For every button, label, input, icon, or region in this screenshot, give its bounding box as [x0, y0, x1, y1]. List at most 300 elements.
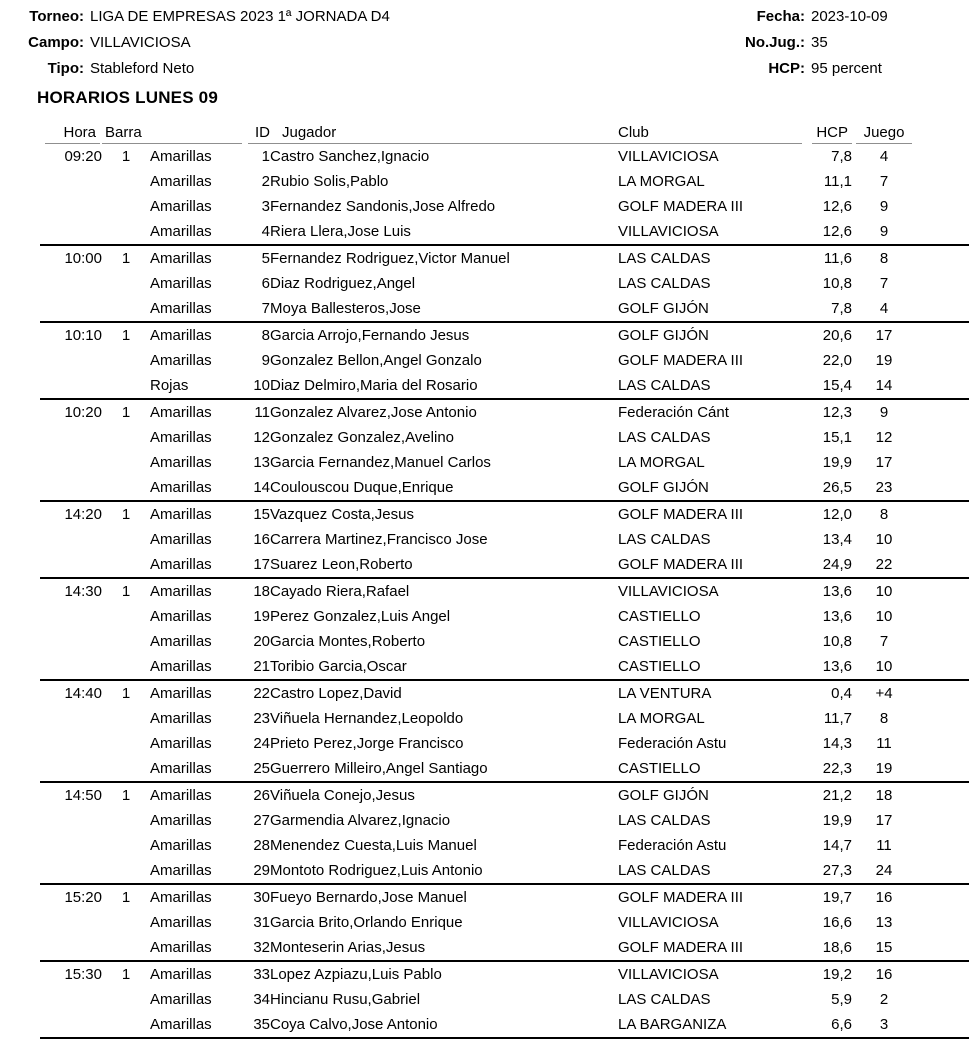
cell-juego: 13 [875, 914, 893, 931]
cell-jugador: Viñuela Conejo,Jesus [270, 787, 415, 804]
cell-barra [102, 169, 150, 194]
cell-spacer [916, 450, 969, 475]
cell-color: Amarillas [150, 275, 212, 292]
report-header [0, 0, 973, 77]
cell-hcp: 5,9 [831, 991, 852, 1008]
cell-barra: 1 [121, 787, 131, 804]
cell-juego: 8 [879, 710, 889, 727]
cell-club: GOLF MADERA III [618, 889, 744, 906]
cell-club: VILLAVICIOSA [618, 914, 719, 931]
section-title: HORARIOS LUNES 09 [37, 88, 218, 107]
cell-jugador: Diaz Rodriguez,Angel [270, 275, 416, 292]
cell-jugador: Vazquez Costa,Jesus [270, 506, 414, 523]
cell-hcp: 10,8 [822, 275, 852, 292]
table-row [40, 348, 969, 373]
cell-color: Amarillas [150, 531, 212, 548]
cell-barra [102, 731, 150, 756]
cell-juego: 23 [875, 479, 893, 496]
time-group [40, 501, 969, 578]
table-row [40, 706, 969, 731]
cell-juego: 3 [879, 1016, 889, 1033]
cell-color: Amarillas [150, 300, 212, 317]
cell-hora [40, 858, 102, 884]
cell-barra [102, 194, 150, 219]
cell-juego: 16 [875, 966, 893, 983]
torneo-value: LIGA DE EMPRESAS 2023 1ª JORNADA D4 [90, 8, 390, 25]
cell-club: LAS CALDAS [618, 429, 711, 446]
tipo-value: Stableford Neto [90, 60, 195, 77]
cell-club: GOLF MADERA III [618, 506, 744, 523]
cell-hcp: 27,3 [822, 862, 852, 879]
cell-barra [102, 987, 150, 1012]
cell-color: Amarillas [150, 583, 212, 600]
cell-spacer [916, 475, 969, 501]
table-row [40, 935, 969, 961]
cell-club: VILLAVICIOSA [618, 966, 719, 983]
cell-color: Amarillas [150, 939, 212, 956]
time-group [40, 884, 969, 961]
campo-label: Campo: [28, 34, 84, 51]
cell-barra: 1 [121, 583, 131, 600]
cell-juego: 10 [875, 531, 893, 548]
cell-barra [102, 296, 150, 322]
cell-id: 9 [261, 352, 270, 369]
cell-color: Amarillas [150, 454, 212, 471]
cell-jugador: Toribio Garcia,Oscar [270, 658, 407, 675]
cell-spacer [916, 756, 969, 782]
cell-club: LA MORGAL [618, 710, 705, 727]
cell-id: 10 [253, 377, 270, 394]
cell-spacer [916, 322, 969, 348]
table-row [40, 450, 969, 475]
cell-hora [40, 475, 102, 501]
cell-club: GOLF GIJÓN [618, 479, 709, 496]
cell-color: Amarillas [150, 862, 212, 879]
cell-barra [102, 910, 150, 935]
cell-juego: 14 [875, 377, 893, 394]
cell-juego: 12 [875, 429, 893, 446]
table-row [40, 731, 969, 756]
table-row [40, 219, 969, 245]
cell-spacer [916, 527, 969, 552]
column-header-juego [852, 122, 916, 144]
cell-color: Rojas [150, 377, 189, 394]
cell-spacer [916, 552, 969, 578]
cell-juego: 4 [879, 300, 889, 317]
cell-jugador: Fueyo Bernardo,Jose Manuel [270, 889, 467, 906]
cell-hcp: 12,3 [822, 404, 852, 421]
tipo-label: Tipo: [47, 60, 84, 77]
cell-barra [102, 1012, 150, 1038]
hcp-label: HCP: [768, 60, 805, 77]
cell-club: CASTIELLO [618, 608, 701, 625]
cell-hora [40, 731, 102, 756]
cell-jugador: Suarez Leon,Roberto [270, 556, 413, 573]
cell-juego: 10 [875, 608, 893, 625]
cell-color: Amarillas [150, 991, 212, 1008]
cell-hcp: 12,6 [822, 223, 852, 240]
cell-barra [102, 833, 150, 858]
cell-spacer [916, 961, 969, 987]
cell-id: 34 [253, 991, 270, 1008]
cell-barra [102, 654, 150, 680]
cell-barra [102, 552, 150, 578]
cell-hcp: 22,3 [822, 760, 852, 777]
cell-color: Amarillas [150, 556, 212, 573]
cell-jugador: Garcia Montes,Roberto [270, 633, 426, 650]
cell-spacer [916, 578, 969, 604]
cell-id: 14 [253, 479, 270, 496]
cell-club: LAS CALDAS [618, 812, 711, 829]
cell-id: 16 [253, 531, 270, 548]
cell-barra [102, 271, 150, 296]
cell-hora: 15:30 [64, 966, 102, 983]
table-row [40, 654, 969, 680]
cell-id: 20 [253, 633, 270, 650]
cell-color: Amarillas [150, 198, 212, 215]
table-row [40, 399, 969, 425]
fecha-value: 2023-10-09 [811, 8, 888, 25]
cell-id: 8 [261, 327, 270, 344]
cell-hora: 14:20 [64, 506, 102, 523]
cell-club: VILLAVICIOSA [618, 148, 719, 165]
cell-jugador: Coulouscou Duque,Enrique [270, 479, 454, 496]
cell-club: Federación Astu [618, 837, 727, 854]
cell-barra: 1 [121, 250, 131, 267]
column-header-hora [40, 122, 102, 144]
cell-spacer [916, 348, 969, 373]
cell-spacer [916, 833, 969, 858]
cell-club: CASTIELLO [618, 658, 701, 675]
hcp-value: 95 percent [811, 60, 882, 77]
cell-jugador: Castro Sanchez,Ignacio [270, 148, 430, 165]
cell-hcp: 12,0 [822, 506, 852, 523]
cell-club: GOLF MADERA III [618, 556, 744, 573]
cell-hcp: 10,8 [822, 633, 852, 650]
cell-club: LAS CALDAS [618, 250, 711, 267]
cell-club: LA MORGAL [618, 173, 705, 190]
cell-hora [40, 552, 102, 578]
meta-row-3 [0, 60, 965, 77]
cell-hora [40, 604, 102, 629]
table-row [40, 629, 969, 654]
cell-spacer [916, 245, 969, 271]
cell-club: CASTIELLO [618, 633, 701, 650]
column-header-barra [102, 122, 248, 144]
cell-hcp: 22,0 [822, 352, 852, 369]
cell-hora [40, 1012, 102, 1038]
torneo-label: Torneo: [29, 8, 84, 25]
meta-row-1 [0, 8, 965, 25]
cell-juego: +4 [875, 685, 893, 702]
cell-hora: 14:40 [64, 685, 102, 702]
cell-hora [40, 348, 102, 373]
cell-hcp: 15,4 [822, 377, 852, 394]
cell-hcp: 19,9 [822, 812, 852, 829]
cell-id: 13 [253, 454, 270, 471]
cell-hcp: 11,6 [823, 250, 852, 267]
cell-id: 7 [261, 300, 270, 317]
cell-club: Federación Astu [618, 735, 727, 752]
table-row [40, 756, 969, 782]
cell-juego: 7 [879, 173, 889, 190]
table-row [40, 910, 969, 935]
table-row [40, 245, 969, 271]
cell-color: Amarillas [150, 837, 212, 854]
column-header-club [618, 122, 810, 144]
cell-juego: 4 [879, 148, 889, 165]
cell-jugador: Gonzalez Gonzalez,Avelino [270, 429, 454, 446]
id-header-label: ID [255, 124, 270, 141]
cell-id: 32 [253, 939, 270, 956]
time-group [40, 144, 969, 245]
cell-color: Amarillas [150, 658, 212, 675]
cell-hora [40, 271, 102, 296]
cell-spacer [916, 219, 969, 245]
cell-spacer [916, 399, 969, 425]
cell-juego: 11 [876, 735, 892, 752]
cell-juego: 24 [875, 862, 893, 879]
cell-spacer [916, 425, 969, 450]
cell-id: 11 [254, 404, 270, 421]
cell-club: GOLF GIJÓN [618, 300, 709, 317]
cell-jugador: Fernandez Rodriguez,Victor Manuel [270, 250, 510, 267]
cell-hcp: 20,6 [822, 327, 852, 344]
cell-hcp: 19,2 [822, 966, 852, 983]
cell-hora: 10:00 [64, 250, 102, 267]
cell-club: CASTIELLO [618, 760, 701, 777]
cell-jugador: Hincianu Rusu,Gabriel [270, 991, 421, 1008]
cell-color: Amarillas [150, 735, 212, 752]
cell-hora [40, 987, 102, 1012]
cell-hcp: 24,9 [822, 556, 852, 573]
cell-hcp: 13,4 [822, 531, 852, 548]
cell-hora [40, 706, 102, 731]
cell-barra: 1 [121, 148, 131, 165]
cell-club: LA VENTURA [618, 685, 712, 702]
table-row [40, 527, 969, 552]
cell-juego: 9 [879, 198, 889, 215]
cell-jugador: Riera Llera,Jose Luis [270, 223, 411, 240]
cell-id: 31 [253, 914, 270, 931]
cell-barra [102, 219, 150, 245]
cell-club: GOLF MADERA III [618, 198, 744, 215]
cell-jugador: Cayado Riera,Rafael [270, 583, 410, 600]
cell-spacer [916, 808, 969, 833]
cell-spacer [916, 680, 969, 706]
column-header-spacer [916, 122, 969, 144]
schedule-table [40, 122, 969, 1039]
cell-id: 4 [261, 223, 270, 240]
cell-barra [102, 373, 150, 399]
cell-jugador: Menendez Cuesta,Luis Manuel [270, 837, 477, 854]
cell-hcp: 6,6 [831, 1016, 852, 1033]
cell-juego: 19 [875, 760, 893, 777]
cell-hcp: 11,7 [823, 710, 852, 727]
cell-jugador: Garmendia Alvarez,Ignacio [270, 812, 451, 829]
cell-jugador: Diaz Delmiro,Maria del Rosario [270, 377, 478, 394]
table-row [40, 144, 969, 169]
cell-hcp: 15,1 [822, 429, 852, 446]
cell-hora [40, 910, 102, 935]
cell-color: Amarillas [150, 889, 212, 906]
cell-juego: 9 [879, 223, 889, 240]
cell-club: LAS CALDAS [618, 991, 711, 1008]
cell-hcp: 14,3 [822, 735, 852, 752]
cell-club: LAS CALDAS [618, 531, 711, 548]
cell-hcp: 14,7 [822, 837, 852, 854]
table-row [40, 987, 969, 1012]
cell-hora [40, 194, 102, 219]
table-row [40, 578, 969, 604]
cell-juego: 2 [879, 991, 889, 1008]
table-row [40, 884, 969, 910]
table-row [40, 271, 969, 296]
cell-color: Amarillas [150, 404, 212, 421]
table-row [40, 501, 969, 527]
cell-juego: 10 [875, 583, 893, 600]
cell-barra: 1 [121, 685, 131, 702]
cell-hora [40, 296, 102, 322]
cell-juego: 17 [875, 812, 893, 829]
cell-jugador: Guerrero Milleiro,Angel Santiago [270, 760, 488, 777]
cell-spacer [916, 858, 969, 884]
cell-hora [40, 527, 102, 552]
cell-spacer [916, 169, 969, 194]
time-group [40, 578, 969, 680]
cell-club: GOLF GIJÓN [618, 787, 709, 804]
cell-color: Amarillas [150, 812, 212, 829]
cell-hora [40, 450, 102, 475]
cell-club: LA BARGANIZA [618, 1016, 727, 1033]
table-row [40, 425, 969, 450]
cell-jugador: Viñuela Hernandez,Leopoldo [270, 710, 464, 727]
cell-spacer [916, 296, 969, 322]
hora-header-label: Hora [45, 124, 100, 144]
cell-hcp: 7,8 [831, 300, 852, 317]
cell-color: Amarillas [150, 352, 212, 369]
cell-color: Amarillas [150, 914, 212, 931]
cell-id: 12 [253, 429, 270, 446]
cell-jugador: Prieto Perez,Jorge Francisco [270, 735, 464, 752]
cell-spacer [916, 884, 969, 910]
cell-jugador: Monteserin Arias,Jesus [270, 939, 426, 956]
cell-hora [40, 425, 102, 450]
cell-spacer [916, 604, 969, 629]
cell-juego: 8 [879, 506, 889, 523]
cell-spacer [916, 1012, 969, 1038]
cell-hora [40, 373, 102, 399]
cell-jugador: Garcia Brito,Orlando Enrique [270, 914, 463, 931]
fecha-label: Fecha: [756, 8, 805, 25]
cell-jugador: Fernandez Sandonis,Jose Alfredo [270, 198, 496, 215]
cell-barra [102, 706, 150, 731]
cell-barra [102, 425, 150, 450]
cell-barra [102, 808, 150, 833]
cell-color: Amarillas [150, 760, 212, 777]
cell-color: Amarillas [150, 608, 212, 625]
time-group [40, 399, 969, 501]
cell-spacer [916, 373, 969, 399]
cell-color: Amarillas [150, 966, 212, 983]
cell-juego: 19 [875, 352, 893, 369]
cell-juego: 8 [879, 250, 889, 267]
cell-barra [102, 756, 150, 782]
cell-id: 3 [261, 198, 270, 215]
cell-club: VILLAVICIOSA [618, 223, 719, 240]
cell-hcp: 16,6 [822, 914, 852, 931]
cell-club: GOLF MADERA III [618, 352, 744, 369]
cell-barra [102, 348, 150, 373]
cell-spacer [916, 654, 969, 680]
cell-club: LAS CALDAS [618, 275, 711, 292]
cell-spacer [916, 271, 969, 296]
cell-juego: 15 [875, 939, 893, 956]
table-row [40, 808, 969, 833]
campo-value: VILLAVICIOSA [90, 34, 191, 51]
column-header-id-jugador [248, 122, 618, 144]
hcp-header-label: HCP [812, 124, 852, 144]
cell-juego: 17 [875, 454, 893, 471]
cell-hora [40, 169, 102, 194]
cell-id: 26 [253, 787, 270, 804]
cell-hcp: 11,1 [823, 173, 852, 190]
cell-hora: 15:20 [64, 889, 102, 906]
nojug-label: No.Jug.: [745, 34, 805, 51]
cell-id: 24 [253, 735, 270, 752]
cell-id: 35 [253, 1016, 270, 1033]
cell-hcp: 12,6 [822, 198, 852, 215]
cell-jugador: Garcia Arrojo,Fernando Jesus [270, 327, 470, 344]
time-group [40, 245, 969, 322]
cell-id: 30 [253, 889, 270, 906]
cell-id: 22 [253, 685, 270, 702]
cell-id: 29 [253, 862, 270, 879]
time-group [40, 322, 969, 399]
table-row [40, 833, 969, 858]
table-row [40, 552, 969, 578]
jugador-header-label: Jugador [282, 124, 337, 141]
cell-id: 17 [253, 556, 270, 573]
cell-hcp: 13,6 [822, 608, 852, 625]
cell-id: 1 [261, 148, 270, 165]
cell-hora [40, 935, 102, 961]
cell-spacer [916, 782, 969, 808]
cell-spacer [916, 910, 969, 935]
cell-jugador: Garcia Fernandez,Manuel Carlos [270, 454, 491, 471]
time-group [40, 782, 969, 884]
cell-id: 15 [253, 506, 270, 523]
cell-hcp: 13,6 [822, 583, 852, 600]
table-row [40, 782, 969, 808]
nojug-value: 35 [811, 34, 828, 51]
cell-jugador: Montoto Rodriguez,Luis Antonio [270, 862, 483, 879]
cell-barra: 1 [121, 966, 131, 983]
cell-hora: 10:10 [64, 327, 102, 344]
time-group [40, 680, 969, 782]
cell-spacer [916, 629, 969, 654]
table-row [40, 194, 969, 219]
cell-barra [102, 450, 150, 475]
cell-barra: 1 [121, 327, 131, 344]
cell-juego: 18 [875, 787, 893, 804]
barra-header-label: Barra [102, 124, 242, 144]
cell-id: 2 [261, 173, 270, 190]
column-header-hcp [810, 122, 852, 144]
cell-club: GOLF GIJÓN [618, 327, 709, 344]
cell-club: Federación Cánt [618, 404, 729, 421]
cell-jugador: Gonzalez Bellon,Angel Gonzalo [270, 352, 482, 369]
